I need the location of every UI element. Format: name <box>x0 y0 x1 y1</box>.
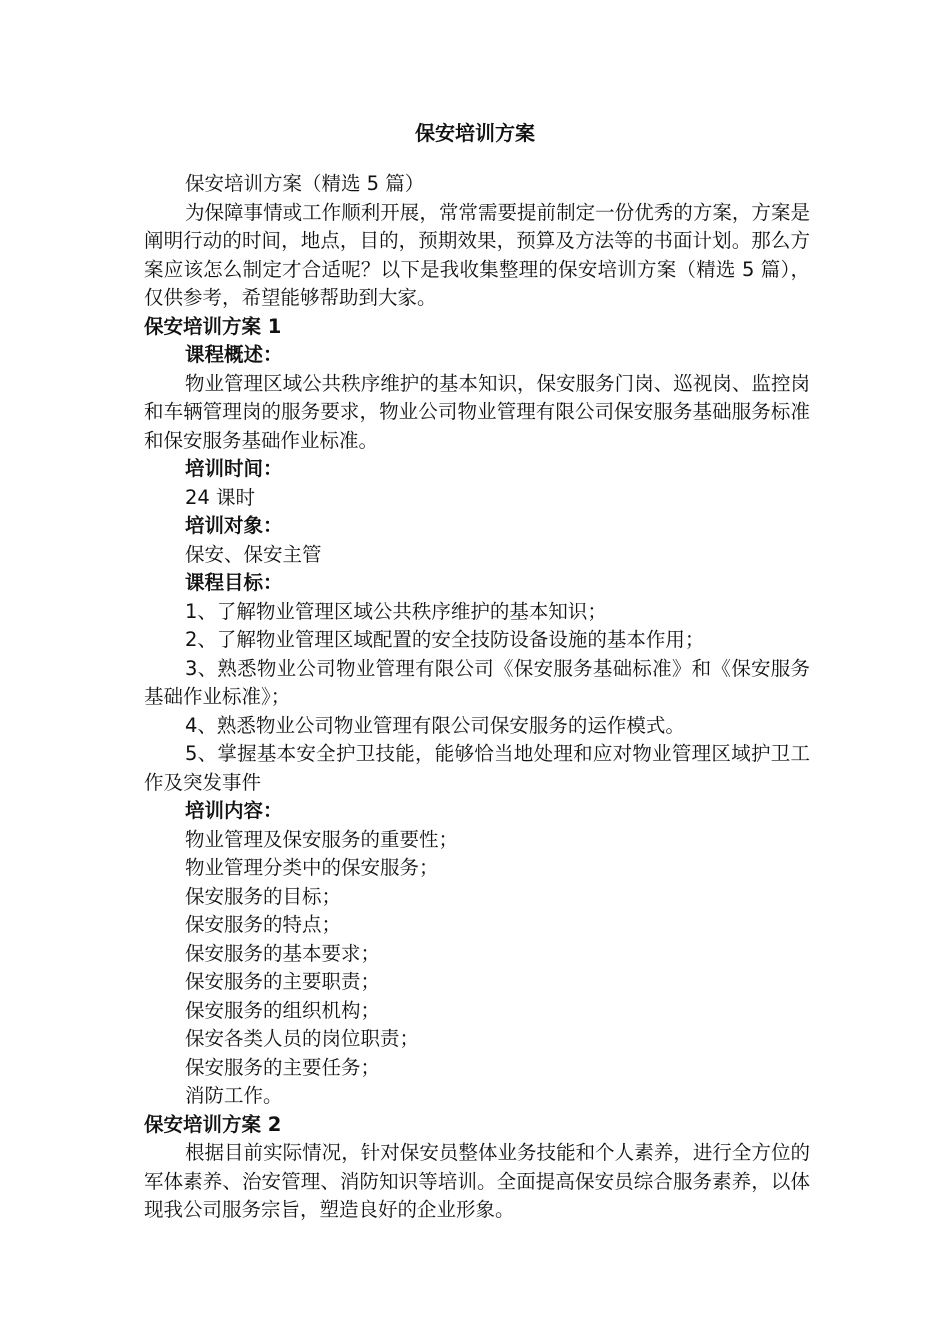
section-2-heading: 保安培训方案 2 <box>144 1112 282 1136</box>
training-content-item: 保安各类人员的岗位职责； <box>184 1027 419 1050</box>
training-time-value: 24 课时 <box>184 485 255 509</box>
training-content-item: 保安服务的基本要求； <box>184 941 380 965</box>
training-content-item: 保安服务的主要任务； <box>184 1055 380 1079</box>
training-content-item: 物业管理分类中的保安服务； <box>184 856 439 879</box>
document-title: 保安培训方案 <box>415 121 535 145</box>
course-goal-item: 5、掌握基本安全护卫技能，能够恰当地处理和应对物业管理区域护卫工作及突发事件 <box>144 742 810 794</box>
training-target-value: 保安、保安主管 <box>184 542 322 566</box>
course-goals-label: 课程目标： <box>184 571 283 594</box>
course-goal-item: 4、熟悉物业公司物业管理有限公司保安服务的运作模式。 <box>184 713 685 737</box>
training-time-label: 培训时间： <box>184 457 283 480</box>
document-body <box>144 170 810 1225</box>
training-content-label: 培训内容： <box>184 799 283 822</box>
document-subtitle: 保安培训方案（精选 5 篇） <box>184 172 425 195</box>
course-goal-item: 1、了解物业管理区域公共秩序维护的基本知识； <box>184 599 607 623</box>
training-content-item: 保安服务的主要职责； <box>184 970 380 993</box>
training-target-label: 培训对象： <box>184 514 283 537</box>
training-content-item: 物业管理及保安服务的重要性； <box>184 827 458 851</box>
training-content-item: 保安服务的目标； <box>184 884 341 908</box>
section-2-paragraph: 根据目前实际情况，针对保安员整体业务技能和个人素养，进行全方位的军体素养、治安管理、消防知识等培训。全面提高保安员综合服务素养，以体现我公司服务宗旨，塑造良好的企业形象。 <box>144 1141 810 1221</box>
training-content-item: 保安服务的组织机构； <box>184 998 380 1022</box>
training-content-item: 消防工作。 <box>184 1084 283 1107</box>
overview-label: 课程概述： <box>184 343 283 366</box>
section-1-heading: 保安培训方案 1 <box>144 314 282 338</box>
course-goal-item: 3、熟悉物业公司物业管理有限公司《保安服务基础标准》和《保安服务基础作业标准》； <box>144 656 810 708</box>
course-goal-item: 2、了解物业管理区域配置的安全技防设备设施的基本作用； <box>184 628 705 651</box>
training-content-item: 保安服务的特点； <box>184 913 341 936</box>
overview-text: 物业管理区域公共秩序维护的基本知识，保安服务门岗、巡视岗、监控岗和车辆管理岗的服务要求，物业公司物业管理有限公司保安服务基础服务标准和保安服务基础作业标准。 <box>144 371 810 452</box>
intro-paragraph: 为保障事情或工作顺利开展，常常需要提前制定一份优秀的方案，方案是阐明行动的时间，地点，目的，预期效果，预算及方法等的书面计划。那么方案应该怎么制定才合适呢？以下是我收集整理的保安培训方案（精选 5 篇），仅供参考，希望能够帮助到大家。 <box>144 200 810 309</box>
